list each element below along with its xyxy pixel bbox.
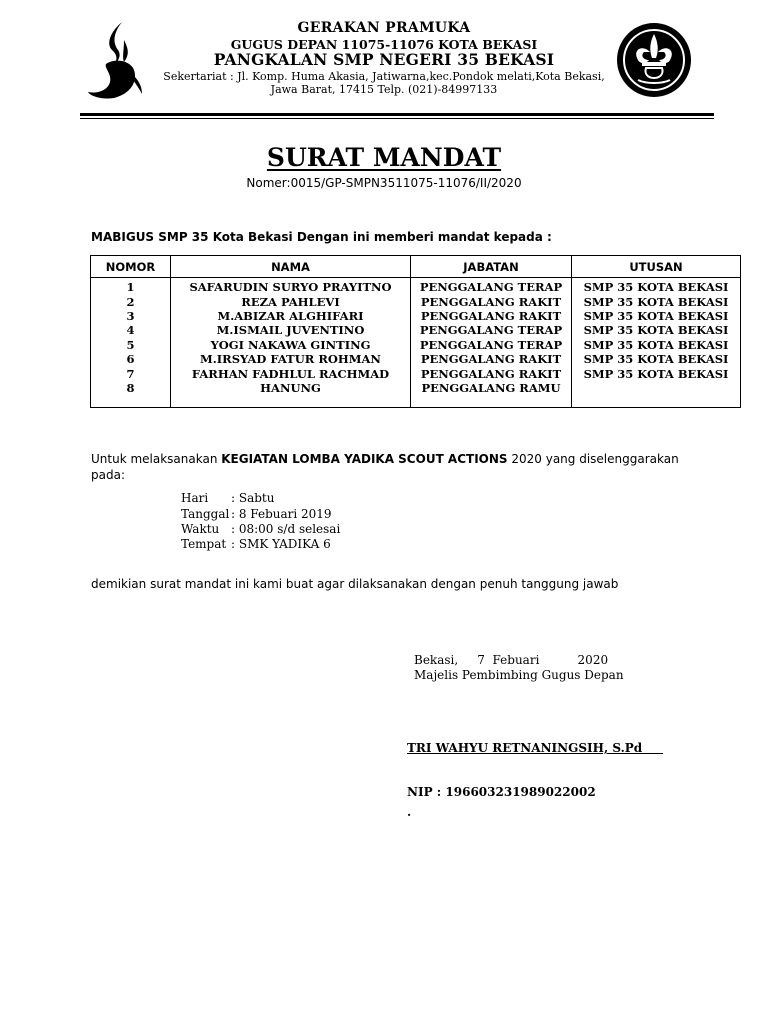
cell-jabatan: PENGGALANG RAMU [411, 381, 572, 395]
table-header-row [91, 256, 741, 278]
cell-jabatan: PENGGALANG RAKIT [411, 366, 572, 380]
gugus-depan-line: GUGUS DEPAN 11075-11076 KOTA BEKASI [230, 37, 538, 52]
table-row [91, 381, 741, 395]
table-row [91, 294, 741, 308]
letter-title: SURAT MANDAT [266, 143, 502, 172]
purpose-prefix: Untuk melaksanakan [91, 452, 222, 466]
intro-text: MABIGUS SMP 35 Kota Bekasi Dengan ini memberi mandat kepada : [91, 230, 552, 244]
detail-hari [181, 491, 274, 505]
signature-place-date: Bekasi, 7 Febuari 2020 [414, 653, 609, 667]
detail-value: : Sabtu [231, 491, 275, 505]
cell-nomor: 5 [91, 338, 171, 352]
detail-value: : 8 Febuari 2019 [231, 507, 332, 521]
cell-jabatan: PENGGALANG TERAP [411, 278, 572, 295]
header-nomor: NOMOR [91, 256, 171, 278]
address-line-2: Jawa Barat, 17415 Telp. (021)-84997133 [270, 83, 498, 96]
purpose-event: KEGIATAN LOMBA YADIKA SCOUT ACTIONS [221, 452, 508, 466]
table-row [91, 338, 741, 352]
cell-nomor: 2 [91, 294, 171, 308]
cell-jabatan: PENGGALANG TERAP [411, 323, 572, 337]
cell-nama: REZA PAHLEVI [171, 294, 411, 308]
signatory-name: TRI WAHYU RETNANINGSIH, S.Pd [407, 741, 664, 755]
cell-nomor: 7 [91, 366, 171, 380]
cell-nomor: 8 [91, 381, 171, 395]
cell-utusan: SMP 35 KOTA BEKASI [572, 309, 741, 323]
detail-waktu [181, 522, 340, 536]
detail-key: Waktu [181, 522, 220, 536]
cell-jabatan: PENGGALANG RAKIT [411, 352, 572, 366]
cell-nama: YOGI NAKAWA GINTING [171, 338, 411, 352]
tunas-kelapa-logo [84, 20, 144, 106]
table-row [91, 366, 741, 380]
org-name: GERAKAN PRAMUKA [297, 20, 471, 36]
pangkalan-line: PANGKALAN SMP NEGERI 35 BEKASI [213, 50, 555, 69]
cell-utusan: SMP 35 KOTA BEKASI [572, 294, 741, 308]
table-filler-row [91, 395, 741, 408]
detail-key: Tanggal [181, 507, 230, 521]
members-table [90, 255, 741, 408]
cell-nomor: 3 [91, 309, 171, 323]
cell-utusan: SMP 35 KOTA BEKASI [572, 366, 741, 380]
cell-nama: FARHAN FADHLUL RACHMAD [171, 366, 411, 380]
letterhead-rule-thick [80, 113, 714, 116]
detail-key: Hari [181, 491, 209, 505]
letter-number: Nomer:0015/GP-SMPN3511075-11076/II/2020 [246, 176, 522, 190]
cell-nama: M.IRSYAD FATUR ROHMAN [171, 352, 411, 366]
detail-key: Tempat [181, 537, 227, 551]
trailing-dot: . [407, 805, 412, 819]
world-scout-emblem-logo [616, 22, 692, 98]
table-row [91, 352, 741, 366]
cell-utusan: SMP 35 KOTA BEKASI [572, 352, 741, 366]
cell-jabatan: PENGGALANG TERAP [411, 338, 572, 352]
address-line-1: Sekertariat : Jl. Komp. Huma Akasia, Jatiwarna,kec.Pondok melati,Kota Bekasi, [163, 70, 605, 83]
letterhead-rule-thin [80, 118, 714, 119]
cell-nomor: 4 [91, 323, 171, 337]
cell-nomor: 6 [91, 352, 171, 366]
header-utusan: UTUSAN [572, 256, 741, 278]
header-nama: NAMA [171, 256, 411, 278]
cell-utusan: SMP 35 KOTA BEKASI [572, 323, 741, 337]
table-row [91, 323, 741, 337]
detail-value: : SMK YADIKA 6 [231, 537, 331, 551]
table-row [91, 309, 741, 323]
cell-utusan: SMP 35 KOTA BEKASI [572, 338, 741, 352]
table-row [91, 278, 741, 295]
cell-utusan: SMP 35 KOTA BEKASI [572, 278, 741, 295]
cell-jabatan: PENGGALANG RAKIT [411, 294, 572, 308]
purpose-paragraph [91, 451, 681, 483]
closing-text: demikian surat mandat ini kami buat agar dilaksanakan dengan penuh tanggung jawab [91, 577, 619, 591]
signature-role: Majelis Pembimbing Gugus Depan [414, 668, 624, 682]
detail-tempat [181, 537, 331, 551]
cell-jabatan: PENGGALANG RAKIT [411, 309, 572, 323]
detail-tanggal [181, 507, 332, 521]
cell-nomor: 1 [91, 278, 171, 295]
cell-nama: SAFARUDIN SURYO PRAYITNO [171, 278, 411, 295]
cell-nama: M.ABIZAR ALGHIFARI [171, 309, 411, 323]
cell-nama: M.ISMAIL JUVENTINO [171, 323, 411, 337]
signatory-nip: NIP : 196603231989022002 [407, 785, 596, 799]
header-jabatan: JABATAN [411, 256, 572, 278]
detail-value: : 08:00 s/d selesai [231, 522, 341, 536]
cell-utusan [572, 381, 741, 395]
cell-nama: HANUNG [171, 381, 411, 395]
purpose-suffix: 2020 yang diselenggarakan pada: [91, 452, 679, 482]
